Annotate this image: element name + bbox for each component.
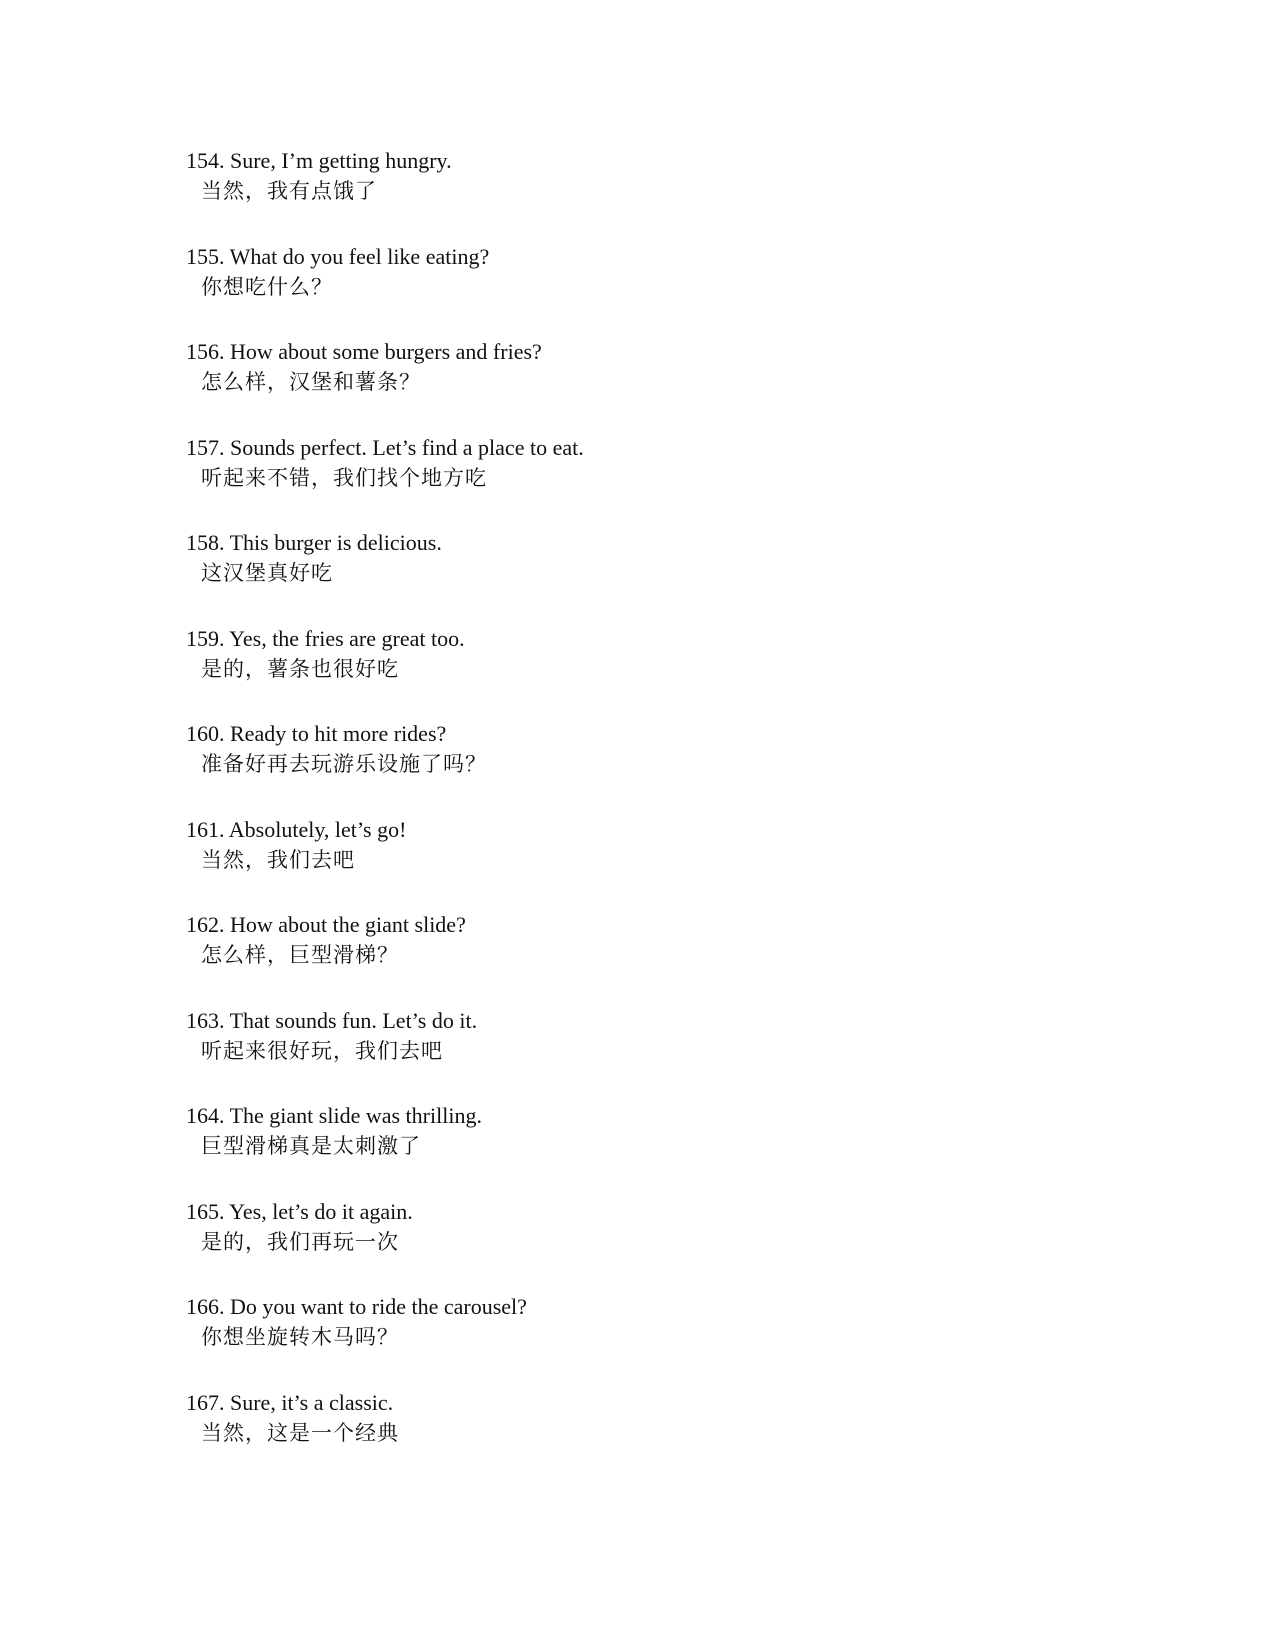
- english-phrase: 167. Sure, it’s a classic.: [186, 1389, 394, 1415]
- chinese-translation: 这汉堡真好吃: [201, 561, 333, 585]
- phrase-entry: [186, 719, 986, 815]
- english-phrase: 162. How about the giant slide?: [186, 912, 466, 937]
- phrase-entry: [186, 528, 986, 624]
- phrase-entry: [186, 1197, 986, 1293]
- phrase-entry: [186, 815, 986, 911]
- english-phrase: 165. Yes, let’s do it again.: [186, 1198, 413, 1224]
- english-phrase: 159. Yes, the fries are great too.: [186, 625, 465, 651]
- phrase-entry: [186, 1388, 986, 1484]
- chinese-translation: 听起来很好玩，我们去吧: [201, 1038, 443, 1063]
- phrase-entry: [186, 337, 986, 433]
- english-phrase: 157. Sounds perfect. Let’s find a place to eat.: [186, 434, 584, 460]
- chinese-translation: 怎么样，汉堡和薯条？: [201, 370, 421, 394]
- chinese-translation: 当然，我们去吧: [201, 847, 355, 872]
- chinese-translation: 你想吃什么？: [201, 274, 333, 299]
- phrase-entry: [186, 624, 986, 720]
- chinese-translation: 听起来不错，我们找个地方吃: [201, 465, 487, 490]
- phrase-entry: [186, 1292, 986, 1388]
- chinese-translation: 怎么样，巨型滑梯？: [201, 943, 399, 967]
- phrase-entry: [186, 1101, 986, 1197]
- phrase-entry: [186, 1006, 986, 1102]
- chinese-translation: 巨型滑梯真是太刺激了: [201, 1134, 421, 1158]
- chinese-translation: 是的，薯条也很好吃: [201, 656, 399, 681]
- english-phrase: 164. The giant slide was thrilling.: [186, 1103, 482, 1128]
- english-phrase: 155. What do you feel like eating?: [186, 243, 490, 269]
- phrase-entry: [186, 433, 986, 529]
- chinese-translation: 是的，我们再玩一次: [201, 1229, 399, 1254]
- phrase-entry: [186, 242, 986, 338]
- english-phrase: 156. How about some burgers and fries?: [186, 339, 542, 364]
- chinese-translation: 准备好再去玩游乐设施了吗？: [201, 752, 487, 776]
- english-phrase: 154. Sure, I’m getting hungry.: [186, 148, 452, 173]
- english-phrase: 158. This burger is delicious.: [186, 530, 442, 555]
- english-phrase: 163. That sounds fun. Let’s do it.: [186, 1007, 478, 1033]
- chinese-translation: 当然，我有点饿了: [201, 179, 377, 203]
- english-phrase: 166. Do you want to ride the carousel?: [186, 1294, 527, 1319]
- phrase-entry: [186, 910, 986, 1006]
- chinese-translation: 当然，这是一个经典: [201, 1420, 399, 1445]
- phrase-list: [186, 146, 986, 1483]
- phrase-entry: [186, 146, 986, 242]
- chinese-translation: 你想坐旋转木马吗？: [201, 1325, 399, 1349]
- english-phrase: 160. Ready to hit more rides?: [186, 721, 447, 746]
- english-phrase: 161. Absolutely, let’s go!: [186, 816, 407, 842]
